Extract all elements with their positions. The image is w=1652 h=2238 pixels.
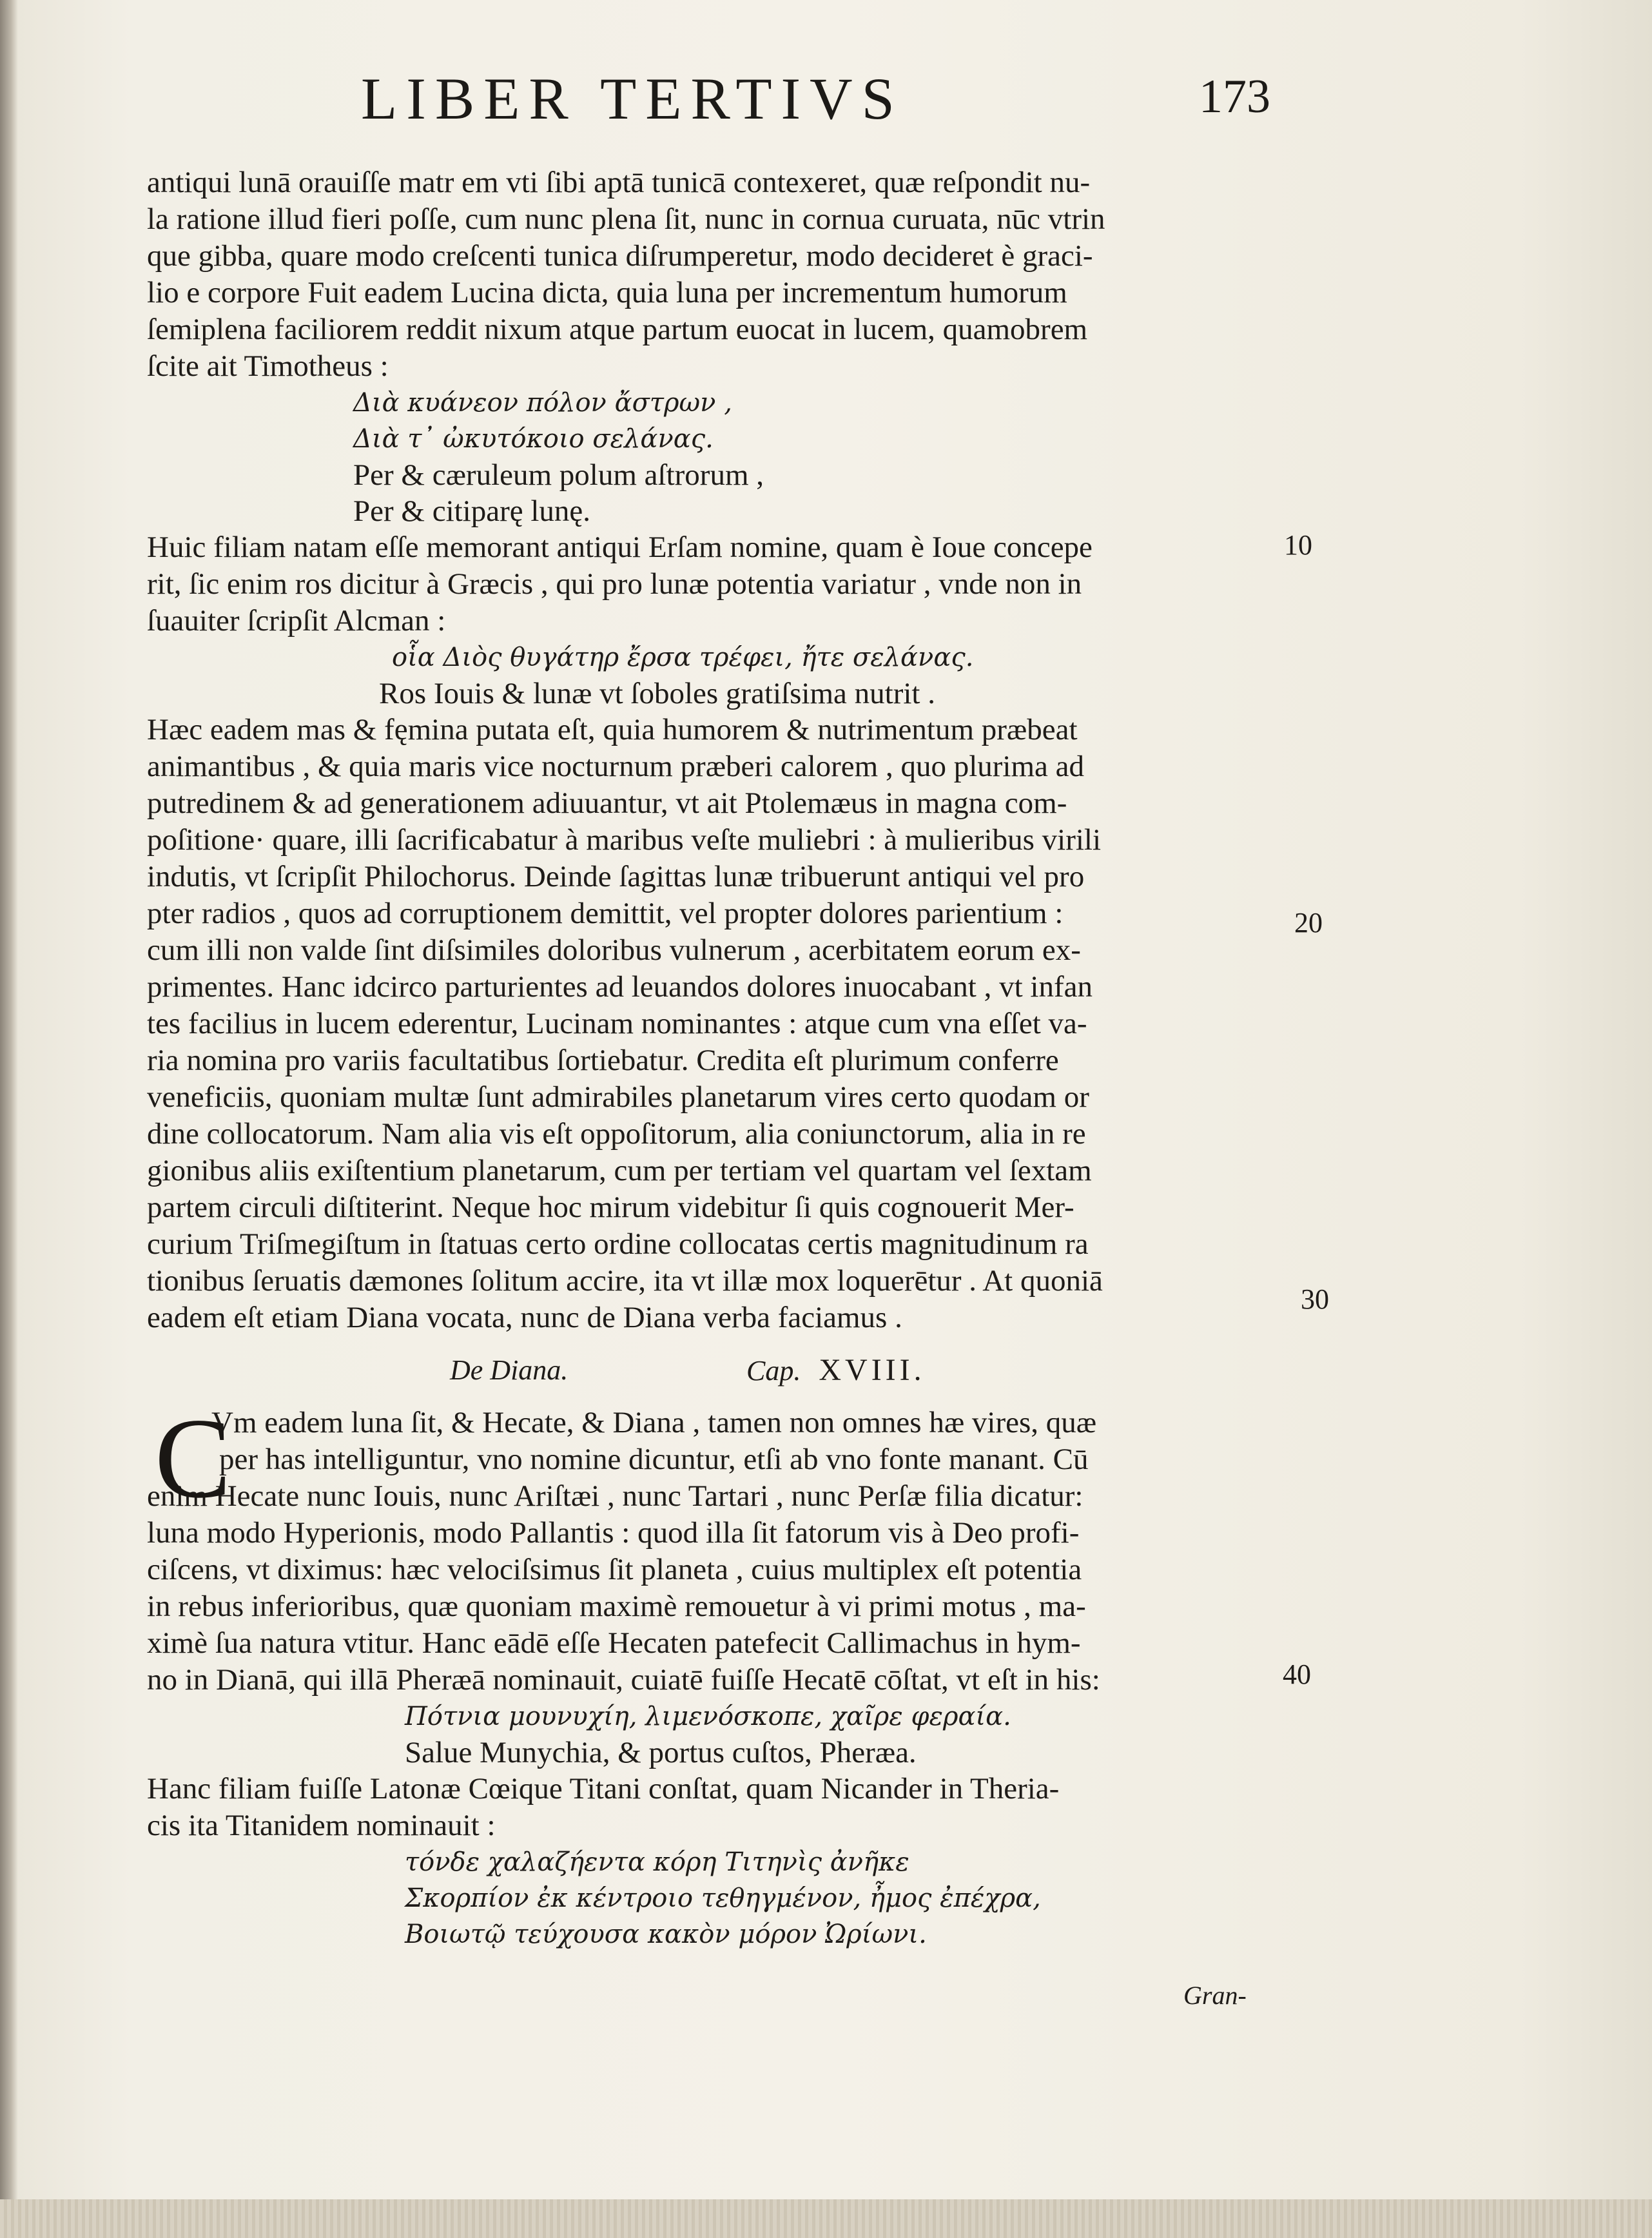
greek-verse-line: Διὰ κυάνεον πόλον ἄστρων , xyxy=(353,388,732,418)
chapter-number: XVIII. xyxy=(819,1353,926,1387)
text-line: veneficiis, quoniam multæ ſunt admirabiles planetarum vires certo quodam or xyxy=(147,1080,1089,1114)
text-line: Hæc eadem mas & fęmina putata eſt, quia humorem & nutrimentum præbeat xyxy=(147,713,1078,746)
text-line: per has intelliguntur, vno nomine dicuntur, etſi ab vno fonte manant. Cū xyxy=(219,1443,1089,1476)
chapter-title: De Diana. xyxy=(450,1354,568,1386)
text-line: putredinem & ad generationem adiuuantur, vt ait Ptolemæus in magna com- xyxy=(147,786,1067,820)
text-line: eadem eſt etiam Diana vocata, nunc de Diana verba faciamus . xyxy=(147,1301,902,1334)
text-line: gionibus aliis exiſtentium planetarum, cum per tertiam vel quartam vel ſextam xyxy=(147,1154,1092,1187)
greek-verse-line: τόνδε χαλαζήεντα κόρη Τιτηνὶς ἀνῆκε xyxy=(405,1847,909,1877)
text-line: poſitione· quare, illi ſacrificabatur à maribus veſte muliebri : à mulieribus virili xyxy=(147,823,1102,857)
text-line: ximè ſua natura vtitur. Hanc eādē eſſe Hecaten patefecit Callimachus in hym- xyxy=(147,1626,1081,1660)
text-line: enim Hecate nunc Iouis, nunc Ariſtæi , nunc Tartari , nunc Perſæ filia dicatur: xyxy=(147,1479,1084,1513)
greek-verse-line: Βοιωτῷ τεύχουσα κακὸν μόρον Ὠρίωνι. xyxy=(405,1920,927,1949)
chapter-number-group xyxy=(746,1348,926,1394)
text-line: cis ita Titanidem nominauit : xyxy=(147,1809,496,1842)
text-line: indutis, vt ſcripſit Philochorus. Deinde ſagittas lunæ tribuerunt antiqui vel pro xyxy=(147,860,1085,893)
text-line: cum illi non valde ſint diſsimiles doloribus vulnerum , acerbitatem eorum ex- xyxy=(147,933,1081,967)
margin-line-number: 30 xyxy=(1301,1283,1329,1315)
greek-verse-line: Σκορπίον ἐκ κέντροιο τεθηγμένον, ἦμος ἐπέχρα, xyxy=(405,1883,1041,1913)
text-line: antiqui lunā orauiſſe matr em vti ſibi aptā tunicā contexeret, quæ reſpondit nu- xyxy=(147,166,1091,199)
text-line: ria nomina pro variis facultatibus ſortiebatur. Credita eſt plurimum conferre xyxy=(147,1044,1059,1077)
text-line: ſemiplena faciliorem reddit nixum atque partum euocat in lucem, quamobrem xyxy=(147,313,1088,346)
text-line: no in Dianā, qui illā Pheræā nominauit, cuiatē fuiſſe Hecatē cōſtat, vt eſt in his: xyxy=(147,1663,1100,1697)
chapter-heading xyxy=(147,1348,1275,1393)
text-line: Hanc filiam fuiſſe Latonæ Cœique Titani conſtat, quam Nicander in Theria- xyxy=(147,1772,1060,1805)
drop-cap-initial: C xyxy=(155,1394,231,1522)
text-line: rit, ſic enim ros dicitur à Græcis , qui pro lunæ potentia variatur , vnde non in xyxy=(147,567,1082,601)
paragraph-1 xyxy=(147,164,1275,385)
main-text xyxy=(147,164,1275,1952)
margin-line-number: 20 xyxy=(1294,907,1323,939)
text-line: ſuauiter ſcripſit Alcman : xyxy=(147,604,446,637)
latin-verse-line: Salue Munychia, & portus cuſtos, Pheræa. xyxy=(405,1736,917,1769)
text-line: que gibba, quare modo creſcenti tunica diſrumperetur, modo decideret è graci- xyxy=(147,239,1093,273)
catchword: Gran- xyxy=(1183,1981,1247,2010)
verse-block-2 xyxy=(147,639,1275,712)
text-line: pter radios , quos ad corruptionem demittit, vel propter dolores parientium : xyxy=(147,897,1064,930)
verse-block-1 xyxy=(147,385,1275,529)
text-line: tionibus ſeruatis dæmones ſolitum accire, ita vt illæ mox loquerētur . At quoniā xyxy=(147,1264,1103,1298)
page-number: 173 xyxy=(1199,70,1270,123)
latin-verse-line: Per & citiparę lunę. xyxy=(353,494,591,528)
text-line: animantibus , & quia maris vice nocturnum præberi calorem , quo plurima ad xyxy=(147,750,1085,783)
latin-verse-line: Ros Iouis & lunæ vt ſoboles gratiſsima nutrit . xyxy=(379,677,935,710)
chapter-cap-label: Cap. xyxy=(746,1355,801,1387)
text-line: ſcite ait Timotheus : xyxy=(147,349,389,383)
text-line: primentes. Hanc idcirco parturientes ad leuandos dolores inuocabant , vt infan xyxy=(147,970,1093,1004)
text-line: lio e corpore Fuit eadem Lucina dicta, quia luna per incrementum humorum xyxy=(147,276,1067,309)
verse-block-4 xyxy=(147,1844,1275,1952)
page-bottom-edge xyxy=(0,2199,1652,2238)
margin-line-number: 10 xyxy=(1284,529,1312,561)
running-title: LIBER TERTIVS xyxy=(361,66,904,131)
text-line: dine collocatorum. Nam alia vis eſt oppoſitorum, alia coniunctorum, alia in re xyxy=(147,1117,1086,1151)
text-line: curium Triſmegiſtum in ſtatuas certo ordine collocatas certis magnitudinum ra xyxy=(147,1227,1089,1261)
greek-verse-line: οἷα Διὸς θυγάτηρ ἔρσα τρέφει, ἤτε σελάνας. xyxy=(392,643,974,672)
gutter-shadow xyxy=(0,0,18,2238)
greek-verse-line: Διὰ τ᾽ ὠκυτόκοιο σελάνας. xyxy=(353,424,714,454)
verse-block-3 xyxy=(147,1698,1275,1771)
text-line: Huic filiam natam eſſe memorant antiqui Erſam nomine, quam è Ioue concepe xyxy=(147,530,1093,564)
running-head xyxy=(0,64,1652,135)
text-line: Vm eadem luna ſit, & Hecate, & Diana , tamen non omnes hæ vires, quæ xyxy=(211,1406,1097,1439)
text-line: tes facilius in lucem ederentur, Lucinam nominantes : atque cum vna eſſet va- xyxy=(147,1007,1087,1040)
text-line: ciſcens, vt diximus: hæc velociſsimus ſit planeta , cuius multiplex eſt potentia xyxy=(147,1553,1082,1586)
paragraph-4 xyxy=(147,1394,1275,1698)
paragraph-5 xyxy=(147,1771,1275,1844)
margin-line-number: 40 xyxy=(1283,1659,1311,1690)
text-line: luna modo Hyperionis, modo Pallantis : quod illa ſit fatorum vis à Deo profi- xyxy=(147,1516,1080,1550)
latin-verse-line: Per & cæruleum polum aſtrorum , xyxy=(353,458,764,492)
text-line: in rebus inferioribus, quæ quoniam maximè remouetur à vi primi motus , ma- xyxy=(147,1590,1086,1623)
greek-verse-line: Πότνια μουνυχίη, λιμενόσκοπε, χαῖρε φεραία. xyxy=(405,1702,1011,1731)
paragraph-3 xyxy=(147,712,1275,1336)
text-line: partem circuli diſtiterint. Neque hoc mirum videbitur ſi quis cognouerit Mer- xyxy=(147,1191,1074,1224)
text-line: la ratione illud fieri poſſe, cum nunc plena ſit, nunc in cornua curuata, nūc vtrin xyxy=(147,202,1105,236)
paragraph-2 xyxy=(147,529,1275,639)
